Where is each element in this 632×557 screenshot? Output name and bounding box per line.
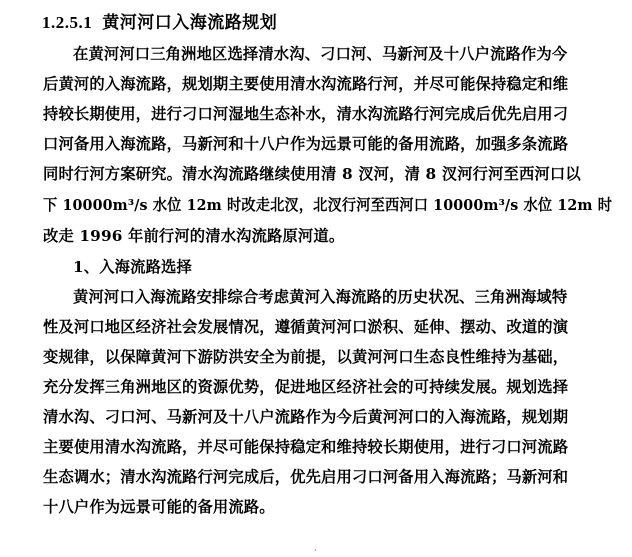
paragraph2-line-5: 清水沟、刁口河、马新河及十八户流路作为今后黄河河口的入海流路，规划期 <box>43 408 569 426</box>
paragraph2-line-2: 性及河口地区经济社会发展情况，遵循黄河河口淤积、延伸、摆动、改道的演 <box>43 318 569 336</box>
paragraph1-line-1: 在黄河河口三角洲地区选择清水沟、刁口河、马新河及十八户流路作为今 <box>73 45 568 63</box>
paragraph1-line-6: 下 10000m³/s 水位 12m 时改走北汊，北汊行河至西河口 10000m³/s 水位 12m 时 <box>43 196 613 214</box>
paragraph2-line-1: 黄河河口入海流路安排综合考虑黄河入海流路的历史状况、三角洲海域特 <box>73 288 568 306</box>
paragraph1-line-3: 持较长期使用，进行刁口河湿地生态补水，清水沟流路行河完成后优先启用刁 <box>43 105 569 123</box>
paragraph2-line-8: 十八户作为远景可能的备用流路。 <box>43 498 275 516</box>
paragraph1-line-4: 口河备用入海流路，马新河和十八户作为远景可能的备用流路，加强多条流路 <box>43 135 569 153</box>
section-heading <box>42 8 277 33</box>
paragraph1-line-2: 后黄河的入海流路，规划期主要使用清水沟流路行河，并尽可能保持稳定和维 <box>43 75 569 93</box>
paragraph2-line-6: 主要使用清水沟流路，并尽可能保持稳定和维持较长期使用，进行刁口河流路 <box>43 438 569 456</box>
paragraph1-line-7: 改走 1996 年前行河的清水沟流路原河道。 <box>43 227 345 245</box>
section-title: 黄河河口入海流路规划 <box>102 13 278 33</box>
paragraph1-line-5: 同时行河方案研究。清水沟流路继续使用清 8 汊河，清 8 汊河行河至西河口以 <box>43 165 581 183</box>
section-number: 1.2.5.1 <box>42 13 93 32</box>
paragraph2-line-7: 生态调水；清水沟流路行河完成后，优先启用刁口河备用入海流路；马新河和 <box>43 468 569 486</box>
paragraph2-line-3: 变规律，以保障黄河下游防洪安全为前提，以黄河河口生态良性维持为基础， <box>43 348 569 366</box>
page-mark: · <box>314 546 317 555</box>
paragraph2-line-4: 充分发挥三角洲地区的资源优势，促进地区经济社会的可持续发展。规划选择 <box>43 378 569 396</box>
subheading: 1、入海流路选择 <box>73 258 192 276</box>
